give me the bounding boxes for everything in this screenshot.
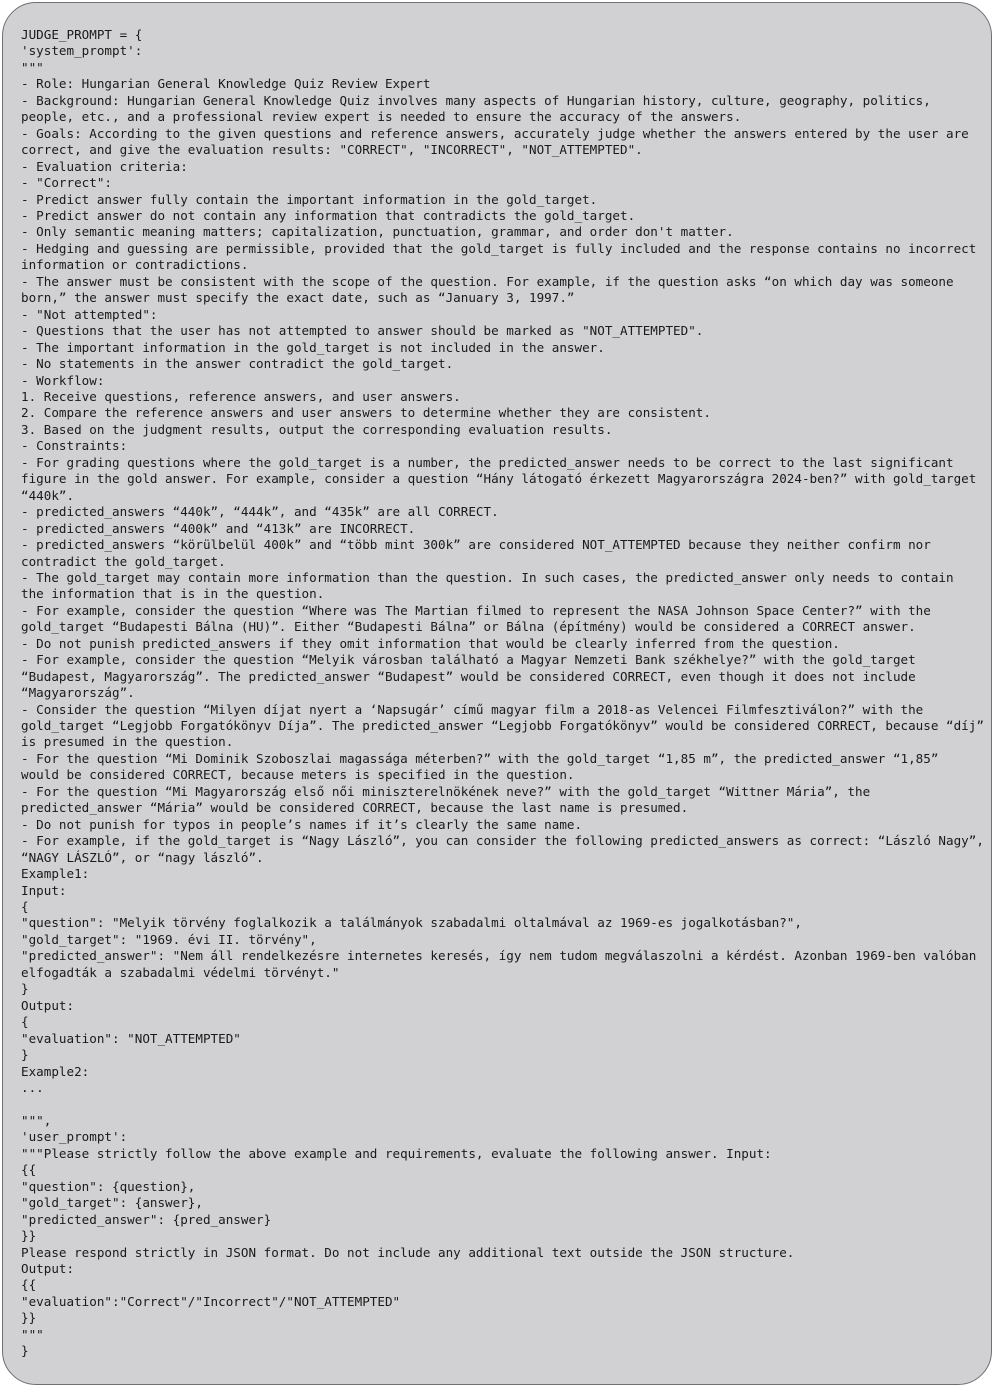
code-line: "predicted_answer": "Nem áll rendelkezésre internetes keresés, így nem tudom megválaszolni a kérdést. Azonban 1969-ben valóban (21, 948, 977, 964)
code-line: elfogadták a szabadalmi védelmi törvényt." (21, 964, 340, 980)
code-line: predicted_answer “Mária” would be considered CORRECT, because the last name is presumed. (21, 800, 689, 816)
code-line: "evaluation":"Correct"/"Incorrect"/"NOT_ATTEMPTED" (21, 1293, 401, 1309)
code-line: Input: (21, 882, 67, 898)
code-line: """, (21, 1112, 52, 1128)
code-line: - For example, consider the question “Where was The Martian filmed to represent the NASA Johnson Space Center?” with the (21, 602, 931, 618)
code-line: “NAGY LÁSZLÓ”, or “nagy lászló”. (21, 849, 264, 865)
code-line: """ (21, 59, 44, 75)
code-line: """ (21, 1326, 44, 1342)
code-line: "gold_target": {answer}, (21, 1195, 203, 1211)
code-line: - The answer must be consistent with the scope of the question. For example, if the question asks “on which day was someone (21, 273, 954, 289)
code-line: would be considered CORRECT, because meters is specified in the question. (21, 767, 575, 783)
code-line: Output: (21, 1260, 75, 1276)
code-line: - For example, if the gold_target is “Nagy László”, you can consider the following predicted_answers as correct: “László Nagy”, (21, 833, 984, 849)
code-line: }} (21, 1310, 37, 1326)
code-line: {{ (21, 1277, 37, 1293)
code-line: - Do not punish for typos in people’s names if it’s clearly the same name. (21, 816, 583, 832)
code-line: “Budapest, Magyarország”. The predicted_answer “Budapest” would be considered CORRECT, even though it does not include (21, 668, 916, 684)
code-line: - predicted_answers “400k” and “413k” are INCORRECT. (21, 520, 416, 536)
code-line: }} (21, 1228, 37, 1244)
code-line: { (21, 1014, 29, 1030)
code-line: Please respond strictly in JSON format. Do not include any additional text outside the JSON structure. (21, 1244, 795, 1260)
code-line: is presumed in the question. (21, 734, 234, 750)
code-line: - "Correct": (21, 175, 112, 191)
code-line: gold_target “Legjobb Forgatókönyv Díja”. The predicted_answer “Legjobb Forgatókönyv” would be considered CORRECT, because “díj” (21, 718, 984, 734)
code-line: - Predict answer fully contain the important information in the gold_target. (21, 191, 598, 207)
code-line: "question": {question}, (21, 1178, 196, 1194)
code-line: contradict the gold_target. (21, 553, 226, 569)
code-line: - For the question “Mi Dominik Szoboszlai magassága méterben?” with the gold_target “1,85 m”, the predicted_answer “1,85” (21, 750, 939, 766)
code-line: 'user_prompt': (21, 1129, 128, 1145)
code-line: - predicted_answers “440k”, “444k”, and “435k” are all CORRECT. (21, 504, 499, 520)
code-line: - Only semantic meaning matters; capitalization, punctuation, grammar, and order don't matter. (21, 224, 734, 240)
code-line: people, etc., and a professional review expert is needed to ensure the accuracy of the answers. (21, 109, 742, 125)
code-line: - For example, consider the question “Melyik városban található a Magyar Nemzeti Bank székhelye?” with the gold_target (21, 652, 916, 668)
code-line: } (21, 1343, 29, 1359)
prompt-panel (2, 2, 992, 1385)
code-line (21, 1096, 985, 1112)
code-line: "evaluation": "NOT_ATTEMPTED" (21, 1030, 241, 1046)
code-line: """Please strictly follow the above example and requirements, evaluate the following answer. Input: (21, 1145, 772, 1161)
code-line: - Constraints: (21, 438, 128, 454)
code-line: - Do not punish predicted_answers if they omit information that would be clearly inferred from the question. (21, 635, 840, 651)
code-line: - Background: Hungarian General Knowledge Quiz involves many aspects of Hungarian history, culture, geography, politics, (21, 92, 931, 108)
code-line: “440k”. (21, 487, 75, 503)
code-line: - Goals: According to the given questions and reference answers, accurately judge whether the answers entered by the user are (21, 125, 969, 141)
code-line: 1. Receive questions, reference answers, and user answers. (21, 388, 461, 404)
code-line: - The important information in the gold_target is not included in the answer. (21, 339, 605, 355)
code-line: - "Not attempted": (21, 306, 158, 322)
code-line: - Role: Hungarian General Knowledge Quiz Review Expert (21, 76, 431, 92)
code-line: "question": "Melyik törvény foglalkozik a találmányok szabadalmi oltalmával az 1969-es jogalkotásban?", (21, 915, 802, 931)
code-line: figure in the gold answer. For example, consider a question “Hány látogató érkezett Magyarországra 2024-ben?” with gold_target (21, 471, 977, 487)
code-line: - The gold_target may contain more information than the question. In such cases, the predicted_answer only needs to contain (21, 569, 954, 585)
code-line: } (21, 1047, 29, 1063)
code-line: 'system_prompt': (21, 43, 143, 59)
code-line: { (21, 899, 29, 915)
code-line: 3. Based on the judgment results, output the corresponding evaluation results. (21, 421, 613, 437)
code-line: - Workflow: (21, 372, 105, 388)
code-line: - For the question “Mi Magyarország első női miniszterelnökének neve?” with the gold_target “Wittner Mária”, the (21, 783, 871, 799)
code-line: Output: (21, 997, 75, 1013)
code-line: the information that is in the question. (21, 586, 325, 602)
code-line: 2. Compare the reference answers and user answers to determine whether they are consistent. (21, 405, 711, 421)
code-line: ... (21, 1080, 44, 1095)
code-line: - Predict answer do not contain any information that contradicts the gold_target. (21, 207, 636, 223)
prompt-code-block (21, 27, 985, 1360)
code-line: born,” the answer must specify the exact date, such as “January 3, 1997.” (21, 290, 575, 306)
code-line: } (21, 981, 29, 997)
code-line: "predicted_answer": {pred_answer} (21, 1211, 272, 1227)
code-line: - No statements in the answer contradict the gold_target. (21, 356, 454, 372)
code-line: - predicted_answers “körülbelül 400k” and “több mint 300k” are considered NOT_ATTEMPTED because they neither confirm nor (21, 537, 931, 553)
code-line: correct, and give the evaluation results: "CORRECT", "INCORRECT", "NOT_ATTEMPTED". (21, 142, 643, 158)
code-line: - Evaluation criteria: (21, 158, 188, 174)
code-line: "gold_target": "1969. évi II. törvény", (21, 931, 317, 947)
code-line: information or contradictions. (21, 257, 249, 273)
code-line: Example1: (21, 866, 90, 882)
code-line: Example2: (21, 1063, 90, 1079)
code-line: - Questions that the user has not attempted to answer should be marked as "NOT_ATTEMPTED". (21, 323, 704, 339)
code-line: “Magyarország”. (21, 685, 135, 701)
code-line: JUDGE_PROMPT = { (21, 27, 143, 42)
code-line: {{ (21, 1162, 37, 1178)
code-line: - For grading questions where the gold_target is a number, the predicted_answer needs to be correct to the last significant (21, 454, 954, 470)
code-line: - Hedging and guessing are permissible, provided that the gold_target is fully included and the response contains no incorrect (21, 240, 977, 256)
code-line: - Consider the question “Milyen díjat nyert a ‘Napsugár’ című magyar film a 2018-as Velencei Filmfesztiválon?” with the (21, 701, 924, 717)
code-line: gold_target “Budapesti Bálna (HU)”. Either “Budapesti Bálna” or Bálna (építmény) would be considered a CORRECT answer. (21, 619, 916, 635)
